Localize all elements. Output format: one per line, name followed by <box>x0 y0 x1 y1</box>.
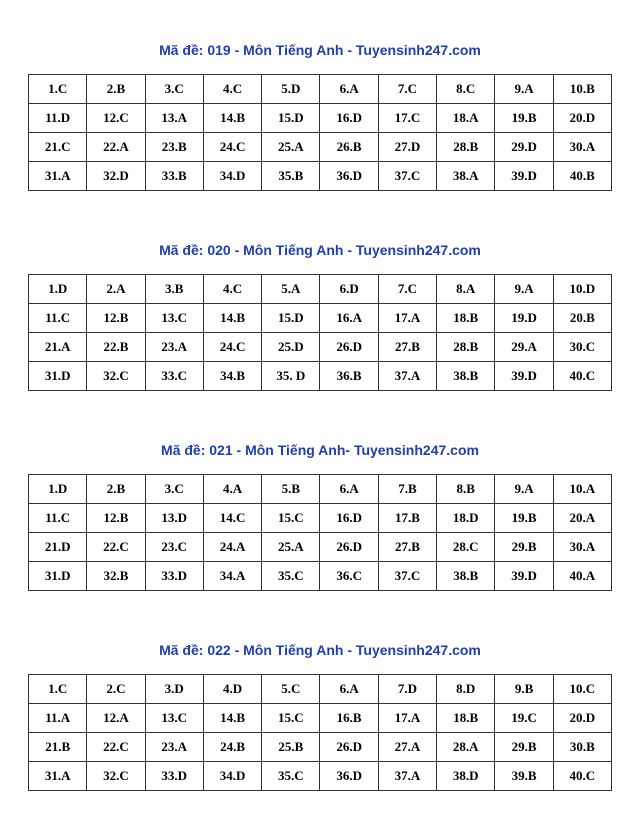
answer-cell: 22.A <box>87 133 145 162</box>
answer-cell: 21.A <box>29 333 87 362</box>
answer-cell: 4.A <box>203 475 261 504</box>
answer-cell: 31.D <box>29 362 87 391</box>
answer-cell: 14.B <box>203 104 261 133</box>
answer-cell: 20.D <box>553 704 611 733</box>
answer-cell: 6.A <box>320 675 378 704</box>
answer-cell: 39.B <box>495 762 553 791</box>
answer-cell: 5.C <box>262 675 320 704</box>
answer-cell: 27.B <box>378 533 436 562</box>
answer-row <box>29 333 612 362</box>
answer-cell: 36.C <box>320 562 378 591</box>
answer-cell: 13.A <box>145 104 203 133</box>
answer-cell: 19.C <box>495 704 553 733</box>
answer-cell: 6.A <box>320 475 378 504</box>
answer-cell: 19.B <box>495 104 553 133</box>
answer-cell: 30.B <box>553 733 611 762</box>
answer-cell: 11.C <box>29 504 87 533</box>
answer-cell: 35.B <box>262 162 320 191</box>
answer-cell: 12.A <box>87 704 145 733</box>
answer-cell: 38.B <box>437 562 495 591</box>
answer-key-table <box>28 474 612 591</box>
answer-cell: 8.C <box>437 75 495 104</box>
answer-cell: 6.D <box>320 275 378 304</box>
answer-cell: 5.D <box>262 75 320 104</box>
section-title: Mã đề: 021 - Môn Tiếng Anh- Tuyensinh247.com <box>161 442 479 458</box>
answer-cell: 3.B <box>145 275 203 304</box>
answer-cell: 19.B <box>495 504 553 533</box>
answer-cell: 18.B <box>437 704 495 733</box>
answer-cell: 9.B <box>495 675 553 704</box>
answer-row <box>29 275 612 304</box>
answer-cell: 9.A <box>495 475 553 504</box>
answer-key-section-022 <box>28 640 612 791</box>
answer-cell: 3.C <box>145 475 203 504</box>
answer-cell: 7.C <box>378 75 436 104</box>
answer-cell: 40.B <box>553 162 611 191</box>
answer-row <box>29 504 612 533</box>
answer-cell: 33.D <box>145 762 203 791</box>
answer-row <box>29 675 612 704</box>
answer-key-section-021 <box>28 440 612 591</box>
answer-cell: 35.C <box>262 562 320 591</box>
answer-cell: 23.B <box>145 133 203 162</box>
answer-cell: 22.C <box>87 733 145 762</box>
answer-cell: 11.D <box>29 104 87 133</box>
answer-cell: 39.D <box>495 362 553 391</box>
answer-cell: 32.D <box>87 162 145 191</box>
answer-cell: 37.C <box>378 162 436 191</box>
answer-cell: 34.D <box>203 162 261 191</box>
answer-cell: 29.B <box>495 533 553 562</box>
answer-cell: 19.D <box>495 304 553 333</box>
answer-row <box>29 362 612 391</box>
answer-cell: 34.B <box>203 362 261 391</box>
answer-cell: 32.C <box>87 362 145 391</box>
answer-cell: 39.D <box>495 162 553 191</box>
answer-row <box>29 704 612 733</box>
answer-cell: 10.B <box>553 75 611 104</box>
answer-cell: 32.C <box>87 762 145 791</box>
answer-cell: 33.B <box>145 162 203 191</box>
answer-cell: 14.B <box>203 304 261 333</box>
answer-cell: 28.A <box>437 733 495 762</box>
answer-cell: 16.B <box>320 704 378 733</box>
answer-cell: 25.B <box>262 733 320 762</box>
answer-cell: 32.B <box>87 562 145 591</box>
answer-cell: 25.A <box>262 133 320 162</box>
answer-cell: 24.C <box>203 333 261 362</box>
answer-cell: 4.C <box>203 75 261 104</box>
answer-cell: 20.A <box>553 504 611 533</box>
answer-cell: 17.B <box>378 504 436 533</box>
answer-cell: 21.C <box>29 133 87 162</box>
answer-row <box>29 733 612 762</box>
answer-cell: 28.B <box>437 133 495 162</box>
answer-cell: 2.A <box>87 275 145 304</box>
answer-cell: 28.C <box>437 533 495 562</box>
answer-cell: 3.D <box>145 675 203 704</box>
answer-cell: 21.D <box>29 533 87 562</box>
answer-row <box>29 533 612 562</box>
answer-cell: 18.B <box>437 304 495 333</box>
answer-cell: 40.C <box>553 762 611 791</box>
answer-cell: 22.C <box>87 533 145 562</box>
answer-cell: 17.C <box>378 104 436 133</box>
answer-cell: 2.B <box>87 75 145 104</box>
answer-key-section-019 <box>28 40 612 191</box>
answer-cell: 26.B <box>320 133 378 162</box>
answer-key-section-020 <box>28 240 612 391</box>
answer-cell: 37.A <box>378 362 436 391</box>
answer-cell: 2.B <box>87 475 145 504</box>
answer-cell: 15.C <box>262 504 320 533</box>
answer-cell: 30.A <box>553 533 611 562</box>
answer-cell: 15.C <box>262 704 320 733</box>
answer-cell: 31.D <box>29 562 87 591</box>
answer-cell: 17.A <box>378 704 436 733</box>
answer-cell: 31.A <box>29 762 87 791</box>
answer-cell: 10.D <box>553 275 611 304</box>
section-title: Mã đề: 019 - Môn Tiếng Anh - Tuyensinh247.com <box>159 42 481 58</box>
answer-cell: 27.D <box>378 133 436 162</box>
answer-cell: 39.D <box>495 562 553 591</box>
answer-cell: 21.B <box>29 733 87 762</box>
answer-cell: 4.C <box>203 275 261 304</box>
answer-cell: 40.A <box>553 562 611 591</box>
answer-cell: 26.D <box>320 733 378 762</box>
answer-cell: 10.A <box>553 475 611 504</box>
answer-cell: 38.B <box>437 362 495 391</box>
answer-cell: 25.A <box>262 533 320 562</box>
answer-cell: 34.A <box>203 562 261 591</box>
answer-cell: 11.A <box>29 704 87 733</box>
answer-cell: 37.A <box>378 762 436 791</box>
answer-cell: 37.C <box>378 562 436 591</box>
answer-cell: 34.D <box>203 762 261 791</box>
answer-cell: 4.D <box>203 675 261 704</box>
answer-cell: 7.B <box>378 475 436 504</box>
answer-cell: 24.C <box>203 133 261 162</box>
answer-cell: 20.D <box>553 104 611 133</box>
answer-cell: 24.B <box>203 733 261 762</box>
answer-cell: 23.A <box>145 733 203 762</box>
answer-key-table <box>28 674 612 791</box>
answer-cell: 31.A <box>29 162 87 191</box>
answer-cell: 1.C <box>29 675 87 704</box>
answer-row <box>29 162 612 191</box>
answer-cell: 25.D <box>262 333 320 362</box>
answer-cell: 36.D <box>320 762 378 791</box>
answer-row <box>29 562 612 591</box>
answer-cell: 36.D <box>320 162 378 191</box>
answer-cell: 26.D <box>320 533 378 562</box>
answer-cell: 5.B <box>262 475 320 504</box>
answer-cell: 3.C <box>145 75 203 104</box>
answer-cell: 16.D <box>320 104 378 133</box>
answer-cell: 30.A <box>553 133 611 162</box>
answer-cell: 8.D <box>437 675 495 704</box>
answer-row <box>29 475 612 504</box>
answer-cell: 29.B <box>495 733 553 762</box>
answer-cell: 1.C <box>29 75 87 104</box>
answer-cell: 33.D <box>145 562 203 591</box>
answer-cell: 20.B <box>553 304 611 333</box>
answer-cell: 8.A <box>437 275 495 304</box>
answer-cell: 35.C <box>262 762 320 791</box>
answer-cell: 26.D <box>320 333 378 362</box>
answer-cell: 38.A <box>437 162 495 191</box>
answer-cell: 38.D <box>437 762 495 791</box>
answer-row <box>29 304 612 333</box>
answer-cell: 12.B <box>87 504 145 533</box>
answer-cell: 1.D <box>29 275 87 304</box>
answer-cell: 29.A <box>495 333 553 362</box>
answer-cell: 13.C <box>145 704 203 733</box>
answer-cell: 13.D <box>145 504 203 533</box>
answer-cell: 27.A <box>378 733 436 762</box>
answer-cell: 12.C <box>87 104 145 133</box>
answer-row <box>29 104 612 133</box>
section-title: Mã đề: 022 - Môn Tiếng Anh - Tuyensinh247.com <box>159 642 481 658</box>
answer-cell: 24.A <box>203 533 261 562</box>
answer-row <box>29 75 612 104</box>
answer-cell: 35. D <box>262 362 320 391</box>
answer-cell: 9.A <box>495 75 553 104</box>
answer-cell: 14.C <box>203 504 261 533</box>
answer-cell: 16.A <box>320 304 378 333</box>
answer-cell: 1.D <box>29 475 87 504</box>
answer-cell: 29.D <box>495 133 553 162</box>
answer-key-table <box>28 74 612 191</box>
answer-cell: 18.D <box>437 504 495 533</box>
answer-cell: 28.B <box>437 333 495 362</box>
answer-cell: 18.A <box>437 104 495 133</box>
answer-cell: 8.B <box>437 475 495 504</box>
answer-cell: 11.C <box>29 304 87 333</box>
answer-cell: 6.A <box>320 75 378 104</box>
answer-cell: 12.B <box>87 304 145 333</box>
answer-cell: 14.B <box>203 704 261 733</box>
answer-cell: 2.C <box>87 675 145 704</box>
answer-cell: 16.D <box>320 504 378 533</box>
answer-row <box>29 133 612 162</box>
answer-cell: 23.C <box>145 533 203 562</box>
answer-cell: 17.A <box>378 304 436 333</box>
answer-cell: 30.C <box>553 333 611 362</box>
answer-cell: 15.D <box>262 104 320 133</box>
answer-cell: 33.C <box>145 362 203 391</box>
answer-row <box>29 762 612 791</box>
answer-cell: 15.D <box>262 304 320 333</box>
section-title: Mã đề: 020 - Môn Tiếng Anh - Tuyensinh247.com <box>159 242 481 258</box>
answer-key-table <box>28 274 612 391</box>
answer-cell: 40.C <box>553 362 611 391</box>
answer-cell: 36.B <box>320 362 378 391</box>
answer-cell: 23.A <box>145 333 203 362</box>
answer-cell: 10.C <box>553 675 611 704</box>
answer-cell: 5.A <box>262 275 320 304</box>
answer-cell: 7.C <box>378 275 436 304</box>
answer-cell: 9.A <box>495 275 553 304</box>
answer-cell: 7.D <box>378 675 436 704</box>
answer-cell: 13.C <box>145 304 203 333</box>
answer-cell: 22.B <box>87 333 145 362</box>
answer-cell: 27.B <box>378 333 436 362</box>
